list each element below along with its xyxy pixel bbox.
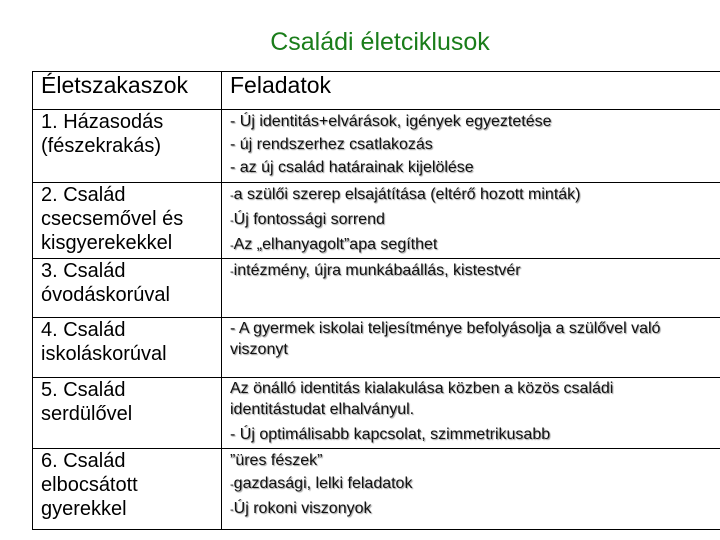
tasks-cell [222,378,720,449]
bullet-dash: - [230,504,234,516]
tasks-cell [222,110,720,183]
bullet-dash: - [230,479,234,491]
task-line: ”üres fészek” [230,452,323,469]
tasks-cell [222,449,720,530]
task-line: - az új család határainak kijelölése [230,159,474,176]
bullet-dash: - [230,190,234,202]
task-line: -Az „elhanyagolt”apa segíthet [230,236,438,253]
task-line: -Új fontossági sorrend [230,211,385,228]
stage-cell: 1. Házasodás (fészekrakás) [33,110,222,183]
task-line: - Új optimálisabb kapcsolat, szimmetrikusabb [230,426,551,443]
tasks-cell [222,259,720,318]
table-row [33,378,720,449]
stage-cell: 4. Család iskoláskorúval [33,318,222,378]
table-row [33,318,720,378]
header-tasks: Feladatok [222,72,720,110]
table-row [33,259,720,318]
task-line: - Új identitás+elvárások, igények egyeztetése [230,113,552,130]
table-row [33,449,720,530]
task-line: Az önálló identitás kialakulása közben a közös családi identitástudat elhalványul. [230,380,614,418]
life-cycle-table [32,71,720,530]
bullet-dash: - [230,266,234,278]
bullet-dash: - [230,215,234,227]
task-line: - új rendszerhez csatlakozás [230,136,433,153]
header-stages: Életszakaszok [33,72,222,110]
page-title: Családi életciklusok [270,28,490,56]
tasks-cell [222,318,720,378]
table-row [33,183,720,259]
task-line: -a szülői szerep elsajátítása (eltérő hozott minták) [230,186,581,203]
tasks-cell [222,183,720,259]
stage-cell: 2. Család csecsemővel és kisgyerekekkel [33,183,222,259]
stage-cell: 5. Család serdülővel [33,378,222,449]
task-line: -Új rokoni viszonyok [230,500,372,517]
bullet-dash: - [230,240,234,252]
stage-cell: 6. Család elbocsátott gyerekkel [33,449,222,530]
table-row [33,110,720,183]
task-line: - A gyermek iskolai teljesítménye befolyásolja a szülővel való viszonyt [230,320,661,358]
task-line: -intézmény, újra munkábaállás, kistestvér [230,262,521,279]
task-line: -gazdasági, lelki feladatok [230,475,413,492]
table-header-row [33,72,720,110]
stage-cell: 3. Család óvodáskorúval [33,259,222,318]
